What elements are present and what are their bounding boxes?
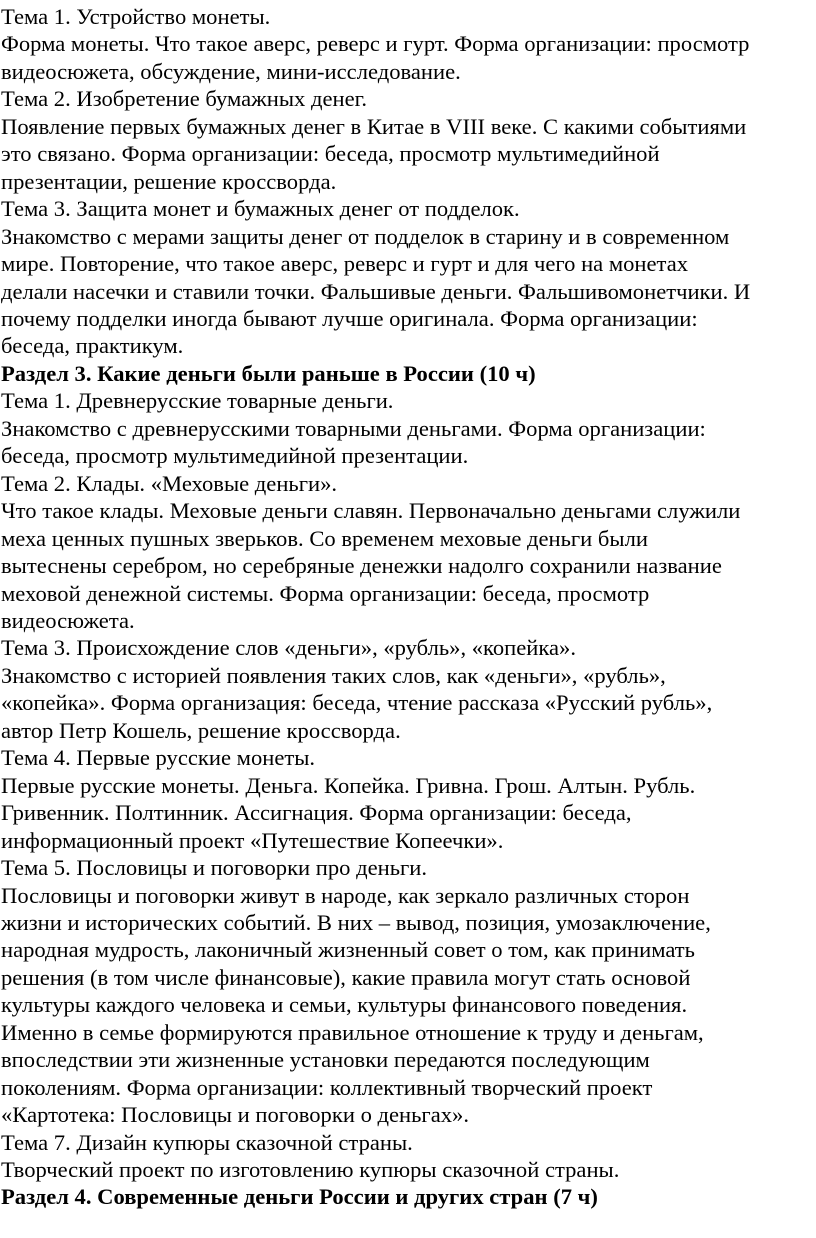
body-text-line: автор Петр Кошель, решение кроссворда. <box>1 717 401 743</box>
body-text-line: впоследствии эти жизненные установки передаются последующим <box>1 1047 650 1073</box>
body-text-line: решения (в том числе финансовые), какие правила могут стать основой <box>1 964 691 990</box>
body-text-line: Знакомство с мерами защиты денег от подделок в старину и в современном <box>1 223 730 249</box>
body-text-line: Появление первых бумажных денег в Китае в VIII веке. С какими событиями <box>1 113 747 139</box>
topic-heading: Тема 1. Устройство монеты. <box>1 4 271 29</box>
section-heading: Раздел 4. Современные деньги России и других стран (7 ч) <box>1 1184 598 1210</box>
body-text-line: Знакомство с историей появления таких слов, как «деньги», «рубль», <box>1 662 666 688</box>
body-text-line: видеосюжета, обсуждение, мини-исследование. <box>1 58 461 84</box>
section-heading: Раздел 3. Какие деньги были раньше в России (10 ч) <box>1 360 536 386</box>
body-text-line: почему подделки иногда бывают лучше оригинала. Форма организации: <box>1 305 698 331</box>
body-text-line: презентации, решение кроссворда. <box>1 168 337 194</box>
topic-heading: Тема 2. Клады. «Меховые деньги». <box>1 470 338 496</box>
body-text-line: Что такое клады. Меховые деньги славян. Первоначально деньгами служили <box>1 498 741 524</box>
body-text-line: Знакомство с древнерусскими товарными деньгами. Форма организации: <box>1 415 706 441</box>
body-text-line: это связано. Форма организации: беседа, просмотр мультимедийной <box>1 141 660 167</box>
body-text-line: Форма монеты. Что такое аверс, реверс и гурт. Форма организации: просмотр <box>1 31 750 57</box>
topic-heading: Тема 7. Дизайн купюры сказочной страны. <box>1 1129 413 1155</box>
topic-heading: Тема 5. Пословицы и поговорки про деньги. <box>1 855 428 881</box>
body-text-line: мире. Повторение, что такое аверс, реверс и гурт и для чего на монетах <box>1 251 689 277</box>
body-text-line: беседа, практикум. <box>1 333 184 359</box>
body-text-line: видеосюжета. <box>1 607 135 633</box>
body-text-line: Первые русские монеты. Деньга. Копейка. Гривна. Грош. Алтын. Рубль. <box>1 772 696 798</box>
body-text-line: меха ценных пушных зверьков. Со временем меховые деньги были <box>1 525 648 551</box>
body-text-line: Пословицы и поговорки живут в народе, как зеркало различных сторон <box>1 882 690 908</box>
topic-heading: Тема 3. Защита монет и бумажных денег от подделок. <box>1 196 520 222</box>
body-text-line: информационный проект «Путешествие Копеечки». <box>1 827 504 853</box>
body-text-line: народная мудрость, лаконичный жизненный совет о том, как принимать <box>1 937 695 963</box>
body-text-line: «Картотека: Пословицы и поговорки о деньгах». <box>1 1102 469 1128</box>
body-text-line: культуры каждого человека и семьи, культуры финансового поведения. <box>1 992 688 1018</box>
topic-heading: Тема 1. Древнерусские товарные деньги. <box>1 388 394 414</box>
body-text-line: Именно в семье формируются правильное отношение к труду и деньгам, <box>1 1019 704 1045</box>
body-text-line: «копейка». Форма организация: беседа, чтение рассказа «Русский рубль», <box>1 690 713 716</box>
topic-heading: Тема 3. Происхождение слов «деньги», «рубль», «копейка». <box>1 635 577 661</box>
body-text-line: вытеснены серебром, но серебряные денежки надолго сохранили название <box>1 553 722 579</box>
topic-heading: Тема 4. Первые русские монеты. <box>1 745 316 771</box>
body-text-line: делали насечки и ставили точки. Фальшивые деньги. Фальшивомонетчики. И <box>1 278 751 304</box>
body-text-line: меховой денежной системы. Форма организации: беседа, просмотр <box>1 580 650 606</box>
body-text-line: беседа, просмотр мультимедийной презентации. <box>1 443 469 469</box>
body-text-line: поколениям. Форма организации: коллективный творческий проект <box>1 1074 653 1100</box>
body-text-line: Гривенник. Полтинник. Ассигнация. Форма организации: беседа, <box>1 800 632 826</box>
body-text-line: жизни и исторических событий. В них – вывод, позиция, умозаключение, <box>1 909 711 935</box>
body-text-line: Творческий проект по изготовлению купюры сказочной страны. <box>1 1157 620 1183</box>
topic-heading: Тема 2. Изобретение бумажных денег. <box>1 86 368 112</box>
